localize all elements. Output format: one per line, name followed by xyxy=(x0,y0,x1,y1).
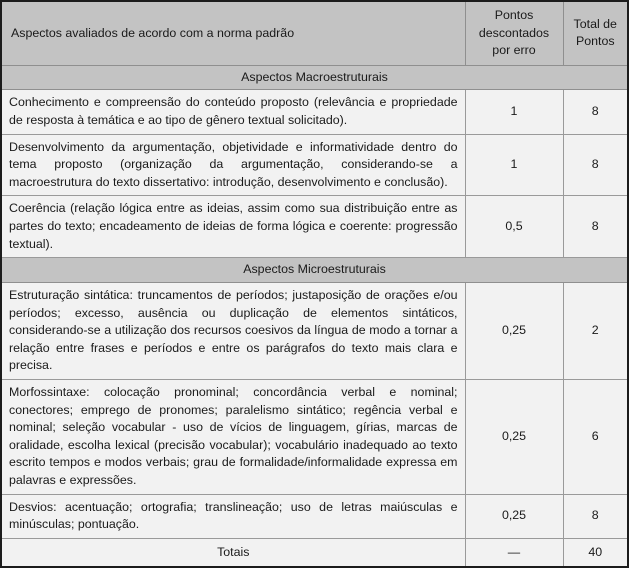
totals-total-points: 40 xyxy=(563,538,628,567)
column-header-points-deducted xyxy=(465,1,563,65)
totals-points-deducted: — xyxy=(465,538,563,567)
criterion-points-deducted: 0,25 xyxy=(465,282,563,379)
column-header-points-deducted-line3: por erro xyxy=(492,43,536,58)
criterion-points-deducted: 0,5 xyxy=(465,196,563,258)
criterion-description: Desenvolvimento da argumentação, objetividade e informatividade dentro do tema proposto (organização da argumentação, considerando-se a macroestrutura do texto dissertativo: introdução, desenvolvimento e conclusão). xyxy=(1,134,465,196)
criterion-total-points: 6 xyxy=(563,379,628,494)
table-row xyxy=(1,196,628,258)
criterion-total-points: 8 xyxy=(563,494,628,538)
criterion-points-deducted: 1 xyxy=(465,134,563,196)
section-header-row xyxy=(1,65,628,90)
table-header-row xyxy=(1,1,628,65)
criterion-total-points: 2 xyxy=(563,282,628,379)
section-header-row xyxy=(1,258,628,283)
totals-label: Totais xyxy=(1,538,465,567)
criterion-description: Estruturação sintática: truncamentos de períodos; justaposição de orações e/ou períodos; excesso, ausência ou duplicação de elementos sintáticos, considerando-se a utilização dos recursos coesivos da língua de modo a tornar a relação entre frases e períodos e entre os parágrafos do texto mais clara e precisa. xyxy=(1,282,465,379)
criterion-points-deducted: 1 xyxy=(465,90,563,134)
criterion-description: Morfossintaxe: colocação pronominal; concordância verbal e nominal; conectores; emprego de pronomes; paralelismo sintático; regência verbal e nominal; seleção vocabular - uso de vícios de linguagem, gírias, marcas de oralidade, escolha lexical (precisão vocabular); vocabulário inadequado ao texto escrito tempos e modos verbais; grau de formalidade/informalidade expressa em palavras e expressões. xyxy=(1,379,465,494)
criterion-description: Coerência (relação lógica entre as ideias, assim como sua distribuição entre as partes do texto; encadeamento de ideias de forma lógica e coerente: progressão textual). xyxy=(1,196,465,258)
table-row xyxy=(1,90,628,134)
table-row xyxy=(1,379,628,494)
section-title-macroestruturais: Aspectos Macroestruturais xyxy=(1,65,628,90)
column-header-total-points xyxy=(563,1,628,65)
column-header-description xyxy=(1,1,465,65)
criterion-description: Desvios: acentuação; ortografia; translineação; uso de letras maiúsculas e minúsculas; pontuação. xyxy=(1,494,465,538)
column-header-points-deducted-line1: Pontos xyxy=(494,8,534,22)
criterion-points-deducted: 0,25 xyxy=(465,494,563,538)
table-row xyxy=(1,494,628,538)
section-title-microestruturais: Aspectos Microestruturais xyxy=(1,258,628,283)
column-header-total-points-line2: Pontos xyxy=(575,34,615,49)
criterion-points-deducted: 0,25 xyxy=(465,379,563,494)
criterion-total-points: 8 xyxy=(563,196,628,258)
table-row xyxy=(1,282,628,379)
column-header-points-deducted-line2: descontados xyxy=(478,25,550,40)
table-row xyxy=(1,134,628,196)
totals-row xyxy=(1,538,628,567)
criterion-description: Conhecimento e compreensão do conteúdo proposto (relevância e propriedade de resposta à temática e ao tipo de gênero textual solicitado). xyxy=(1,90,465,134)
column-header-total-points-line1: Total de xyxy=(573,16,617,31)
criterion-total-points: 8 xyxy=(563,90,628,134)
column-header-description-label: Aspectos avaliados de acordo com a norma padrão xyxy=(11,25,295,40)
criterion-total-points: 8 xyxy=(563,134,628,196)
